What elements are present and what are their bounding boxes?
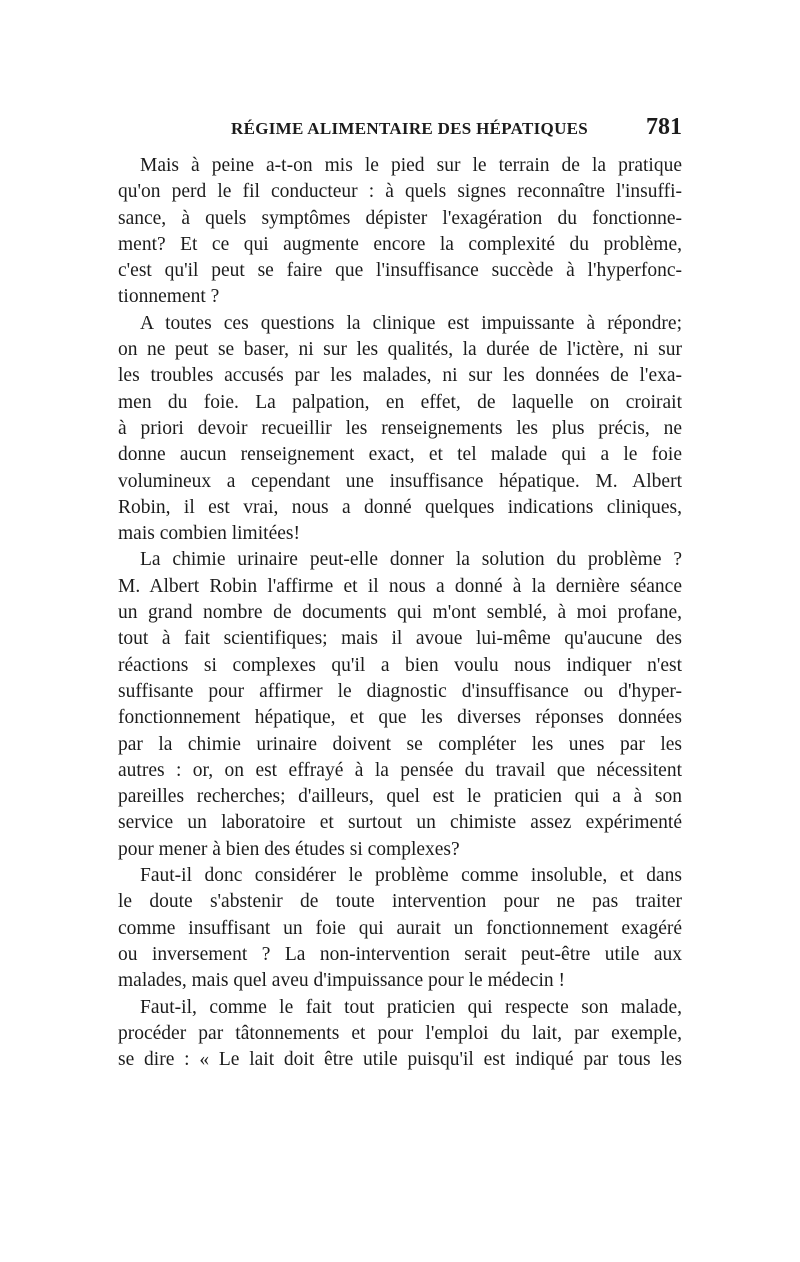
running-head bbox=[118, 116, 682, 146]
text-line: pareilles recherches; d'ailleurs, quel est le praticien qui a à son bbox=[118, 786, 682, 808]
text-line: tionnement ? bbox=[118, 286, 220, 308]
text-line: procéder par tâtonnements et pour l'emploi du lait, par exemple, bbox=[118, 1022, 682, 1044]
text-line: service un laboratoire et surtout un chimiste assez expérimenté bbox=[118, 812, 682, 834]
text-line: suffisante pour affirmer le diagnostic d'insuffisance ou d'hyper- bbox=[118, 680, 682, 702]
text-line: comme insuffisant un foie qui aurait un fonctionnement exagéré bbox=[118, 917, 682, 939]
text-line: un grand nombre de documents qui m'ont semblé, à moi profane, bbox=[118, 602, 682, 624]
text-line: La chimie urinaire peut-elle donner la solution du problème ? bbox=[140, 549, 682, 571]
text-line: ment? Et ce qui augmente encore la complexité du problème, bbox=[118, 233, 682, 255]
text-line: volumineux a cependant une insuffisance hépatique. M. Albert bbox=[118, 470, 682, 492]
text-line: le doute s'abstenir de toute intervention pour ne pas traiter bbox=[118, 891, 682, 913]
page-number: 781 bbox=[646, 114, 682, 140]
text-line: on ne peut se baser, ni sur les qualités, la durée de l'ictère, ni sur bbox=[118, 339, 682, 361]
text-line: à priori devoir recueillir les renseignements les plus précis, ne bbox=[118, 417, 682, 439]
text-line: tout à fait scientifiques; mais il avoue lui-même qu'aucune des bbox=[118, 628, 682, 650]
body-text bbox=[118, 153, 682, 1073]
text-line: donne aucun renseignement exact, et tel malade qui a le foie bbox=[118, 444, 682, 466]
text-line: Faut-il, comme le fait tout praticien qui respecte son malade, bbox=[140, 996, 682, 1018]
text-line: les troubles accusés par les malades, ni sur les données de l'exa- bbox=[118, 365, 682, 387]
text-line: qu'on perd le fil conducteur : à quels signes reconnaître l'insuffi- bbox=[118, 181, 682, 203]
text-line: Mais à peine a-t-on mis le pied sur le terrain de la pratique bbox=[140, 155, 682, 176]
text-line: men du foie. La palpation, en effet, de laquelle on croirait bbox=[118, 391, 682, 413]
text-line: autres : or, on est effrayé à la pensée du travail que nécessitent bbox=[118, 759, 682, 781]
text-line: Robin, il est vrai, nous a donné quelques indications cliniques, bbox=[118, 496, 682, 518]
text-line: se dire : « Le lait doit être utile puisqu'il est indiqué par tous les bbox=[118, 1049, 682, 1071]
text-line: fonctionnement hépatique, et que les diverses réponses données bbox=[118, 707, 682, 729]
text-line: sance, à quels symptômes dépister l'exagération du fonctionne- bbox=[118, 207, 682, 229]
running-title: RÉGIME ALIMENTAIRE DES HÉPATIQUES bbox=[231, 119, 589, 138]
text-line: Faut-il donc considérer le problème comme insoluble, et dans bbox=[140, 865, 682, 887]
text-line: malades, mais quel aveu d'impuissance pour le médecin ! bbox=[118, 970, 565, 992]
text-line: c'est qu'il peut se faire que l'insuffisance succède à l'hyperfonc- bbox=[118, 260, 682, 282]
text-line: A toutes ces questions la clinique est impuissante à répondre; bbox=[140, 312, 682, 334]
text-line: mais combien limitées! bbox=[118, 523, 300, 545]
text-line: par la chimie urinaire doivent se compléter les unes par les bbox=[118, 733, 682, 755]
text-line: pour mener à bien des études si complexes? bbox=[118, 838, 460, 860]
text-line: réactions si complexes qu'il a bien voulu nous indiquer n'est bbox=[118, 654, 682, 676]
text-line: M. Albert Robin l'affirme et il nous a donné à la dernière séance bbox=[118, 575, 682, 597]
text-line: ou inversement ? La non-intervention serait peut-être utile aux bbox=[118, 943, 682, 965]
